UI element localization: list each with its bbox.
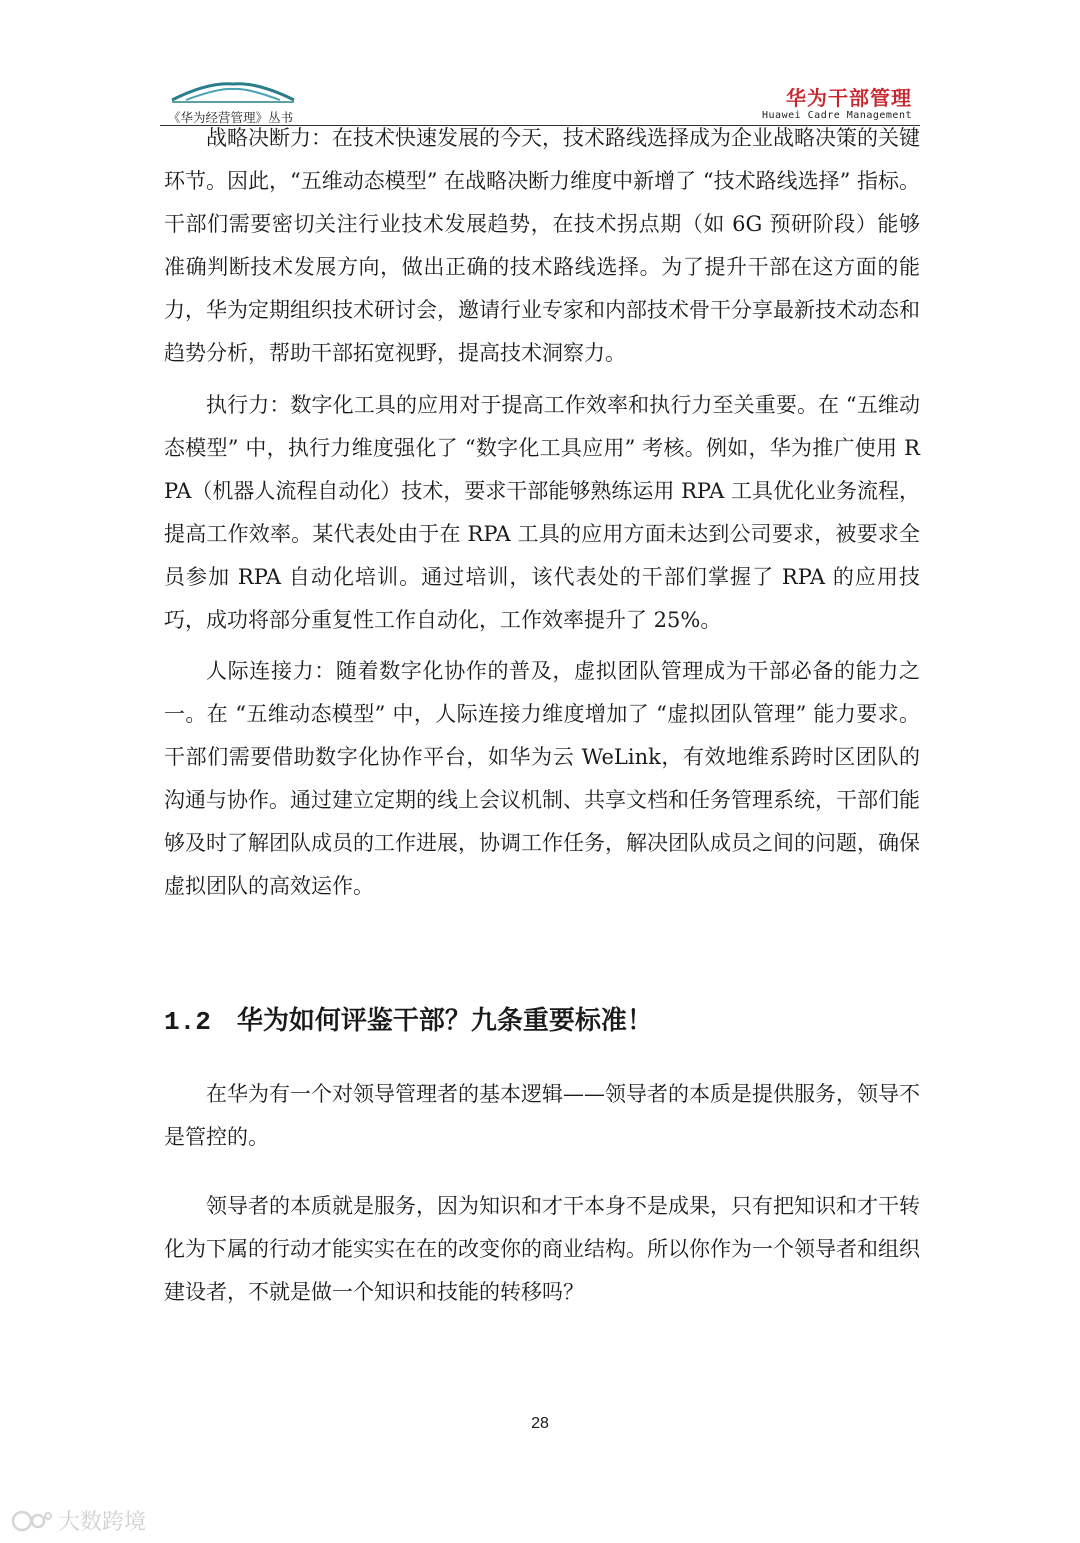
section-title: 华为如何评鉴干部？九条重要标准！	[236, 1006, 653, 1036]
watermark-logo-icon	[10, 1508, 54, 1534]
section-heading	[164, 1000, 653, 1037]
brand-subtitle: Huawei Cadre Management	[762, 110, 912, 121]
book-series-logo-icon	[168, 78, 298, 106]
section-number: 1.2	[164, 1007, 211, 1037]
watermark	[10, 1505, 146, 1536]
paragraph-leadership-service: 领导者的本质就是服务，因为知识和才干本身不是成果，只有把知识和才干转化为下属的行动才能实实在在的改变你的商业结构。所以你作为一个领导者和组织建设者，不就是做一个知识和技能的转移吗？	[164, 1194, 920, 1304]
book-series-title: 《华为经营管理》丛书	[168, 110, 294, 125]
paragraph-execution: 执行力：数字化工具的应用对于提高工作效率和执行力至关重要。在 “五维动态模型” 中，执行力维度强化了 “数字化工具应用” 考核。例如，华为推广使用 RPA（机器人流程自动化）技术，要求干部能够熟练运用 RPA 工具优化业务流程，提高工作效率。某代表处由于在 RPA 工具的应用方面未达到公司要求，被要求全员参加 RPA 自动化培训。通过培训，该代表处的干部们掌握了 RPA 的应用技巧，成功将部分重复性工作自动化，工作效率提升了 25%。	[164, 393, 920, 632]
brand-title: 华为干部管理	[786, 86, 912, 110]
paragraph-leadership-logic: 在华为有一个对领导管理者的基本逻辑——领导者的本质是提供服务，领导不是管控的。	[164, 1082, 920, 1149]
paragraph-strategic-decision: 战略决断力：在技术快速发展的今天，技术路线选择成为企业战略决策的关键环节。因此，“五维动态模型” 在战略决断力维度中新增了 “技术路线选择” 指标。干部们需要密切关注行业技术发展趋势，在技术拐点期（如 6G 预研阶段）能够准确判断技术发展方向，做出正确的技术路线选择。为了提升干部在这方面的能力，华为定期组织技术研讨会，邀请行业专家和内部技术骨干分享最新技术动态和趋势分析，帮助干部拓宽视野，提高技术洞察力。	[164, 126, 920, 365]
watermark-text: 大数跨境	[58, 1510, 147, 1535]
paragraph-interpersonal: 人际连接力：随着数字化协作的普及，虚拟团队管理成为干部必备的能力之一。在 “五维动态模型” 中，人际连接力维度增加了 “虚拟团队管理” 能力要求。干部们需要借助数字化协作平台，如华为云 WeLink，有效地维系跨时区团队的沟通与协作。通过建立定期的线上会议机制、共享文档和任务管理系统，干部们能够及时了解团队成员的工作进展，协调工作任务，解决团队成员之间的问题，确保虚拟团队的高效运作。	[164, 659, 920, 898]
page-number: 28	[531, 1415, 549, 1432]
